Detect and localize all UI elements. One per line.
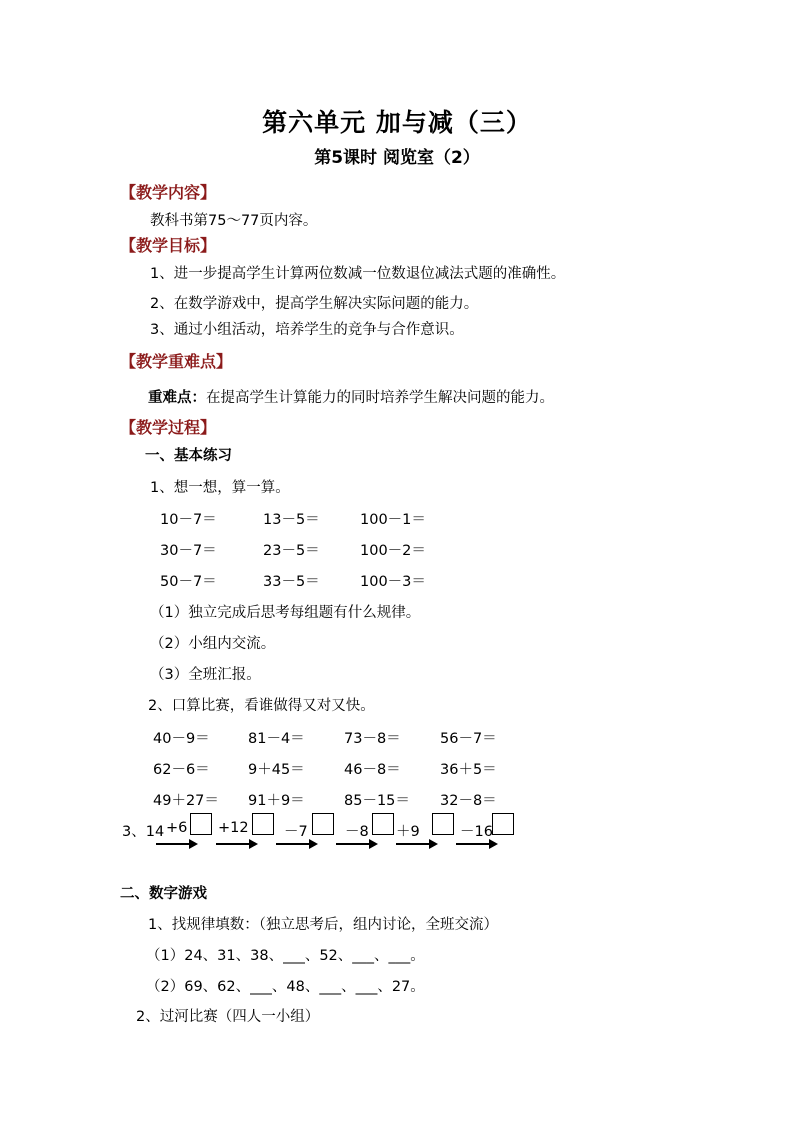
section-heading-goals: 【教学目标】	[120, 236, 217, 255]
game-question-2: 2、过河比赛（四人一小组）	[136, 1009, 320, 1025]
exercise-cell: 91＋9＝	[248, 793, 305, 809]
pattern-item: （1）24、31、38、___、52、___、___。	[146, 948, 425, 964]
chain-op: +6	[166, 820, 188, 836]
exercise-cell: 62－6＝	[153, 762, 210, 778]
exercise-cell: 100－3＝	[360, 574, 426, 590]
game-question-1: 1、找规律填数：（独立思考后，组内讨论，全班交流）	[148, 917, 498, 933]
exercise-cell: 40－9＝	[153, 731, 210, 747]
right-arrow-icon	[456, 838, 498, 850]
chain-op: ＋9	[396, 824, 420, 840]
goal-item: 3、通过小组活动，培养学生的竞争与合作意识。	[150, 322, 464, 338]
exercise-cell: 85－15＝	[344, 793, 410, 809]
right-arrow-icon	[276, 838, 318, 850]
content-text: 教科书第75～77页内容。	[150, 213, 318, 229]
answer-box[interactable]	[492, 813, 514, 835]
key-point	[148, 386, 554, 407]
exercise-cell: 73－8＝	[344, 731, 401, 747]
pattern-item: （2）69、62、___、48、___、___、27。	[146, 979, 425, 995]
exercise-cell: 36＋5＝	[440, 762, 497, 778]
step-item: （3）全班汇报。	[150, 667, 261, 683]
right-arrow-icon	[216, 838, 258, 850]
chain-op: －7	[284, 824, 308, 840]
exercise-cell: 100－1＝	[360, 512, 426, 528]
exercise-cell: 50－7＝	[160, 574, 217, 590]
section-heading-process: 【教学过程】	[120, 418, 217, 437]
exercise-cell: 13－5＝	[263, 512, 320, 528]
exercise-cell: 100－2＝	[360, 543, 426, 559]
answer-box[interactable]	[190, 813, 212, 835]
key-text: 在提高学生计算能力的同时培养学生解决问题的能力。	[206, 390, 554, 406]
chain-op: +12	[218, 820, 249, 836]
answer-box[interactable]	[432, 813, 454, 835]
key-label: 重难点：	[148, 390, 206, 406]
section-heading-content: 【教学内容】	[120, 183, 217, 202]
question-2: 2、口算比赛，看谁做得又对又快。	[148, 698, 375, 714]
step-item: （2）小组内交流。	[150, 636, 276, 652]
part2-heading: 二、数字游戏	[120, 886, 207, 902]
right-arrow-icon	[396, 838, 438, 850]
chain-op: －8	[345, 824, 369, 840]
part1-heading: 一、基本练习	[145, 448, 232, 464]
chain-op: －16	[460, 824, 493, 840]
chain-start: 3、14	[122, 824, 165, 840]
question-1: 1、想一想，算一算。	[150, 480, 290, 496]
exercise-cell: 33－5＝	[263, 574, 320, 590]
right-arrow-icon	[336, 838, 378, 850]
exercise-cell: 30－7＝	[160, 543, 217, 559]
goal-item: 1、进一步提高学生计算两位数减一位数退位减法式题的准确性。	[150, 266, 566, 282]
answer-box[interactable]	[252, 813, 274, 835]
exercise-cell: 81－4＝	[248, 731, 305, 747]
answer-box[interactable]	[372, 813, 394, 835]
answer-box[interactable]	[312, 813, 334, 835]
exercise-cell: 10－7＝	[160, 512, 217, 528]
step-item: （1）独立完成后思考每组题有什么规律。	[150, 605, 421, 621]
page-title: 第六单元 加与减（三）	[262, 108, 532, 137]
exercise-cell: 9＋45＝	[248, 762, 305, 778]
exercise-cell: 46－8＝	[344, 762, 401, 778]
exercise-cell: 32－8＝	[440, 793, 497, 809]
section-heading-key: 【教学重难点】	[120, 352, 233, 371]
exercise-cell: 49＋27＝	[153, 793, 219, 809]
exercise-cell: 56－7＝	[440, 731, 497, 747]
page-subtitle: 第5课时 阅览室（2）	[314, 148, 480, 168]
right-arrow-icon	[156, 838, 198, 850]
exercise-cell: 23－5＝	[263, 543, 320, 559]
goal-item: 2、在数学游戏中，提高学生解决实际问题的能力。	[150, 296, 479, 312]
